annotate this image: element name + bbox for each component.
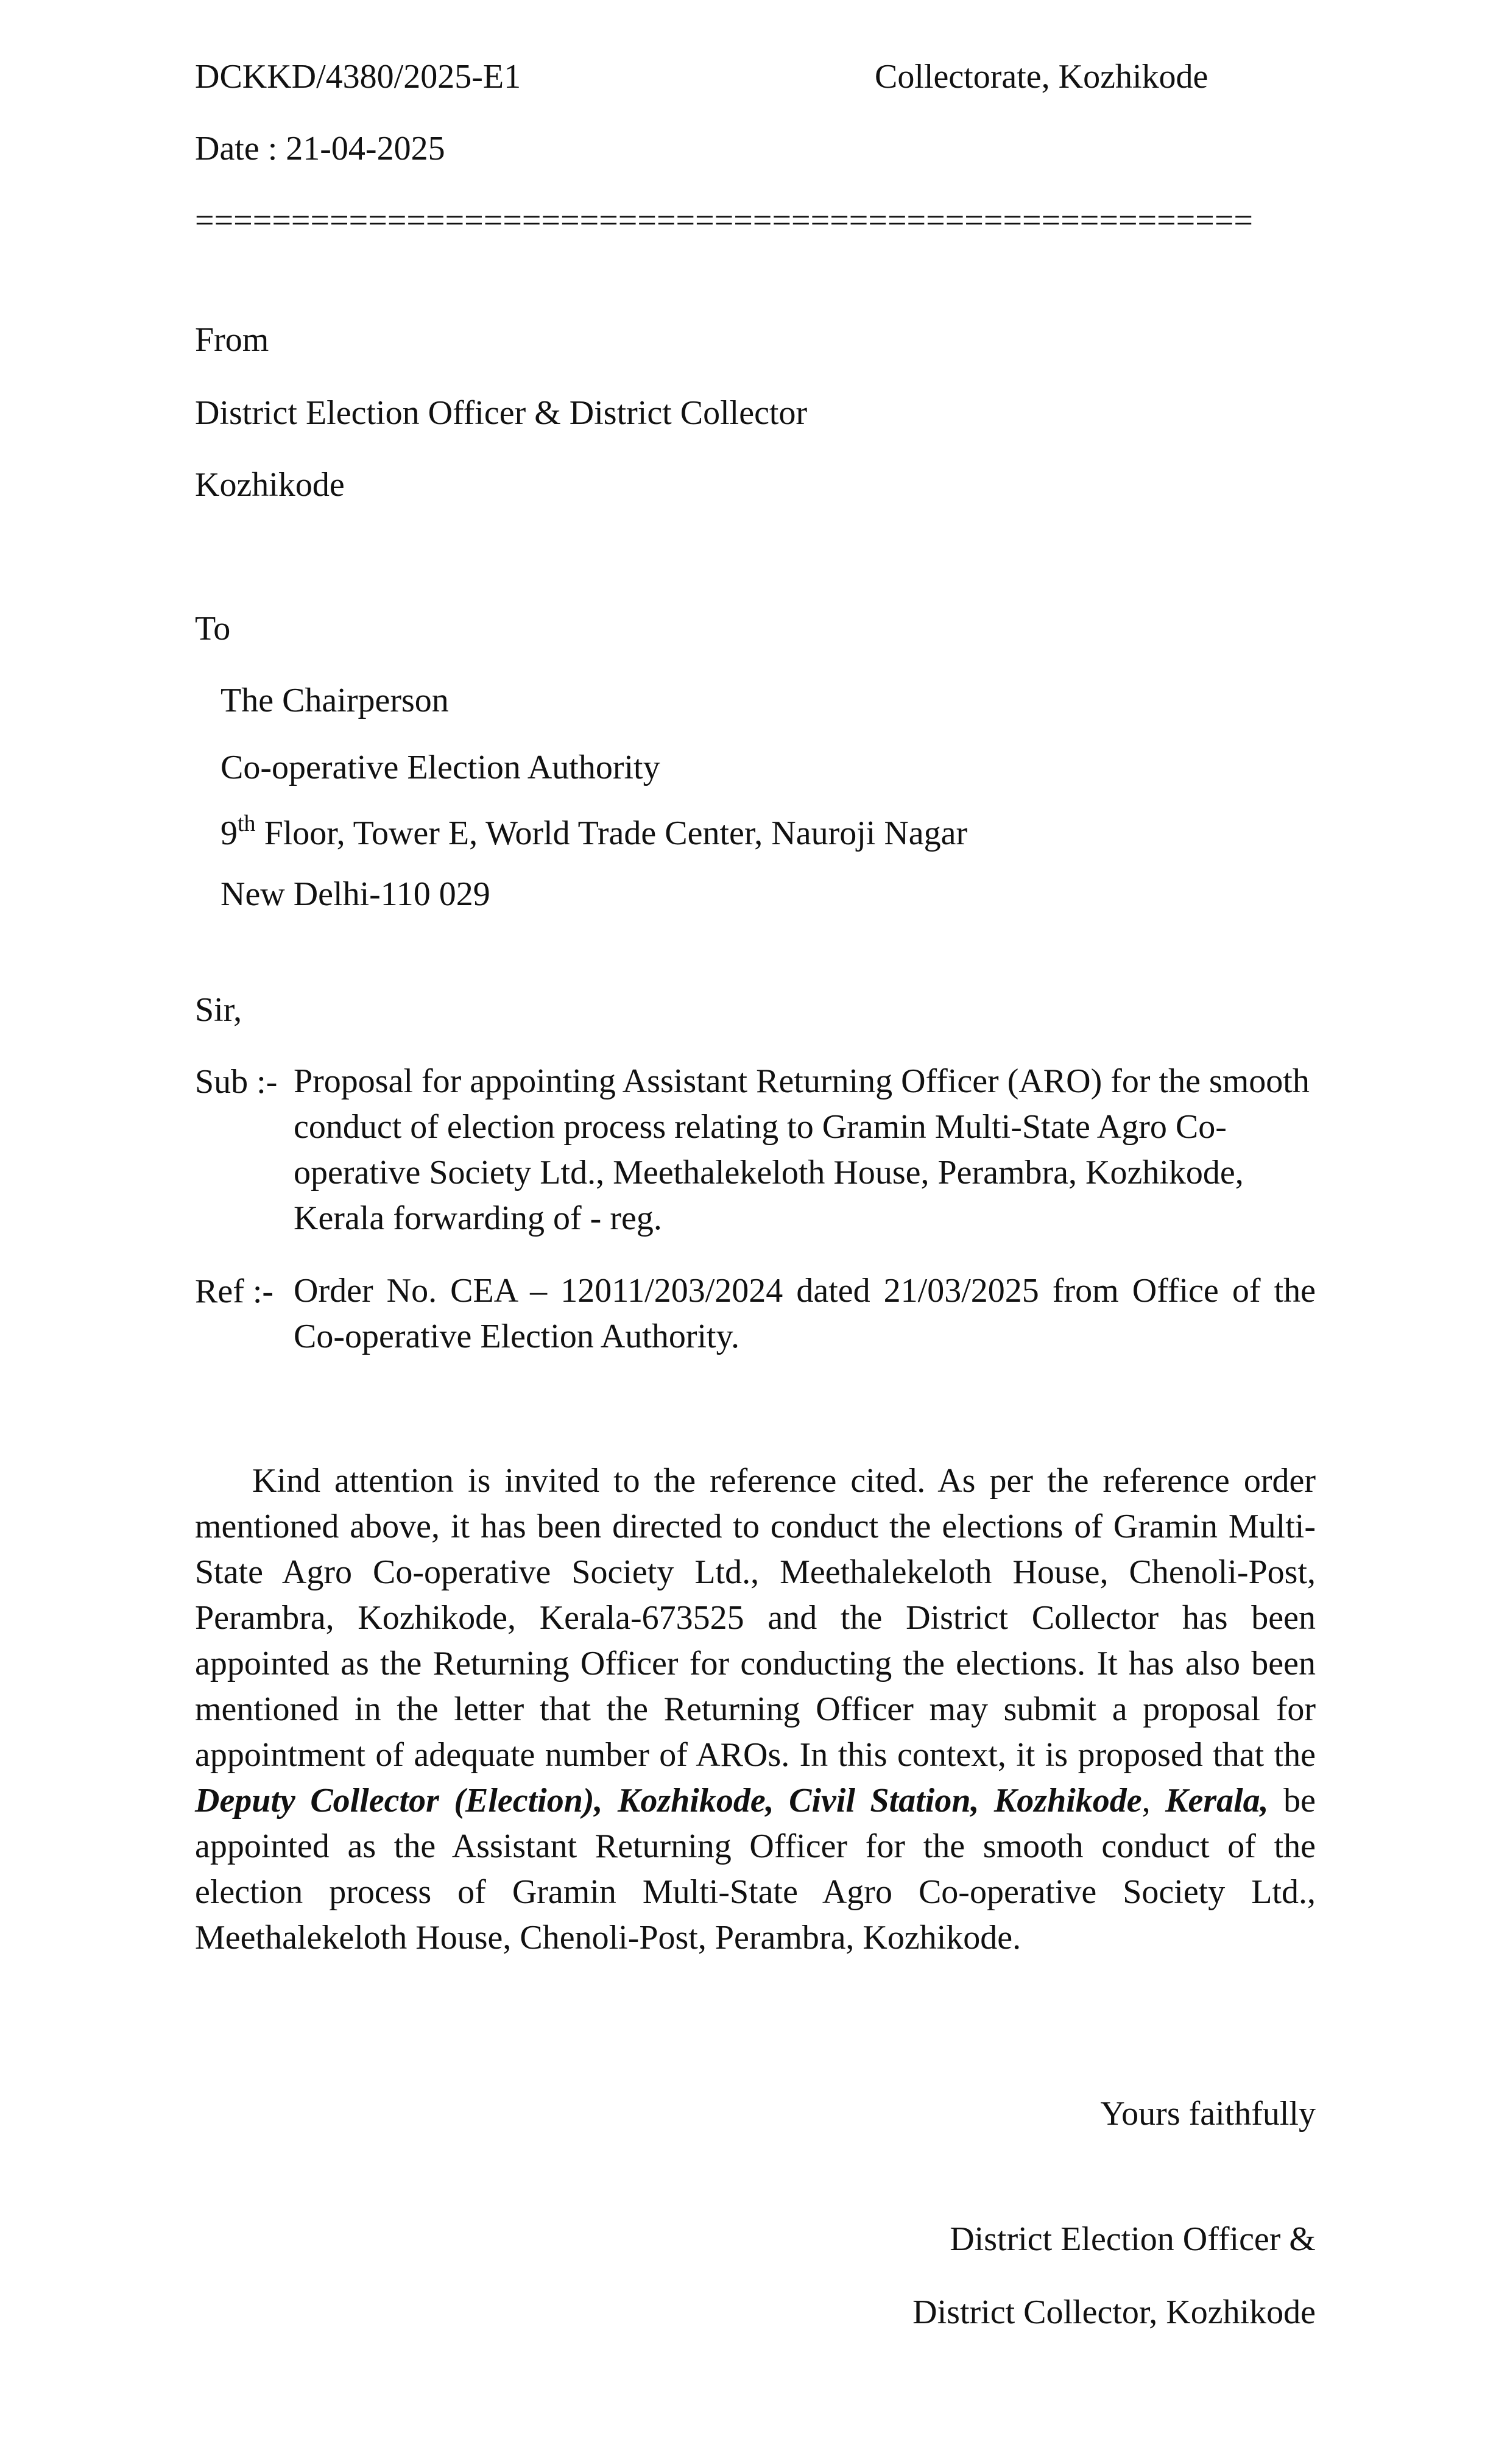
- body-emphasis-state: Kerala,: [1165, 1782, 1269, 1820]
- addressee-address: [221, 810, 967, 857]
- floor-number: 9: [221, 814, 238, 852]
- letter-date: Date : 21-04-2025: [195, 130, 445, 168]
- floor-suffix: th: [238, 811, 256, 836]
- body-emphasis-officer: Deputy Collector (Election), Kozhikode, Civil Station, Kozhikode: [195, 1782, 1142, 1820]
- addressee: The Chairperson: [221, 682, 449, 719]
- body-text-part2: be appointed as the Assistant Returning Officer for the smooth conduct of the election process of Gramin Multi-State Agro Co-operative Society Ltd., Meethalekeloth House, Chenoli-Post, Perambra, Kozhikode.: [195, 1782, 1316, 1957]
- sender-designation: District Election Officer & District Collector: [195, 394, 808, 432]
- signatory-line1: District Election Officer &: [950, 2220, 1316, 2258]
- body-paragraph: [195, 1458, 1316, 1961]
- addressee-city: New Delhi-110 029: [221, 875, 490, 913]
- from-label: From: [195, 321, 269, 359]
- body-separator: ,: [1141, 1782, 1166, 1820]
- reference-block: [195, 1268, 1316, 1360]
- office-place: Collectorate, Kozhikode: [875, 58, 1208, 96]
- address-rest: Floor, Tower E, World Trade Center, Nauroji Nagar: [255, 814, 968, 852]
- closing: Yours faithfully: [1100, 2095, 1316, 2133]
- file-number: DCKKD/4380/2025-E1: [195, 58, 521, 96]
- addressee-organization: Co-operative Election Authority: [221, 749, 660, 786]
- reference-text: Order No. CEA – 12011/203/2024 dated 21/03/2025 from Office of the Co-operative Election Authority.: [294, 1272, 1316, 1356]
- to-label: To: [195, 610, 231, 648]
- body-text-part1: Kind attention is invited to the reference cited. As per the reference order mentioned above, it has been directed to conduct the elections of Gramin Multi-State Agro Co-operative Society Ltd., Meethalekeloth House, Chenoli-Post, Perambra, Kozhikode, Kerala-673525 and the District Collector has been appointed as the Returning Officer for conducting the elections. It has also been mentioned in the letter that the Returning Officer may submit a proposal for appointment of adequate number of AROs. In this context, it is proposed that the: [195, 1462, 1316, 1774]
- reference-label: Ref :-: [195, 1273, 274, 1310]
- salutation: Sir,: [195, 991, 242, 1029]
- subject-text: Proposal for appointing Assistant Returning Officer (ARO) for the smooth conduct of election process relating to Gramin Multi-State Agro Co-operative Society Ltd., Meethalekeloth House, Perambra, Kozhikode, Kerala forwarding of - reg.: [294, 1062, 1310, 1238]
- signatory-line2: District Collector, Kozhikode: [912, 2293, 1316, 2331]
- separator-rule: =======================================================: [195, 202, 1254, 239]
- subject-block: [195, 1059, 1316, 1241]
- sender-place: Kozhikode: [195, 466, 345, 504]
- subject-label: Sub :-: [195, 1063, 278, 1101]
